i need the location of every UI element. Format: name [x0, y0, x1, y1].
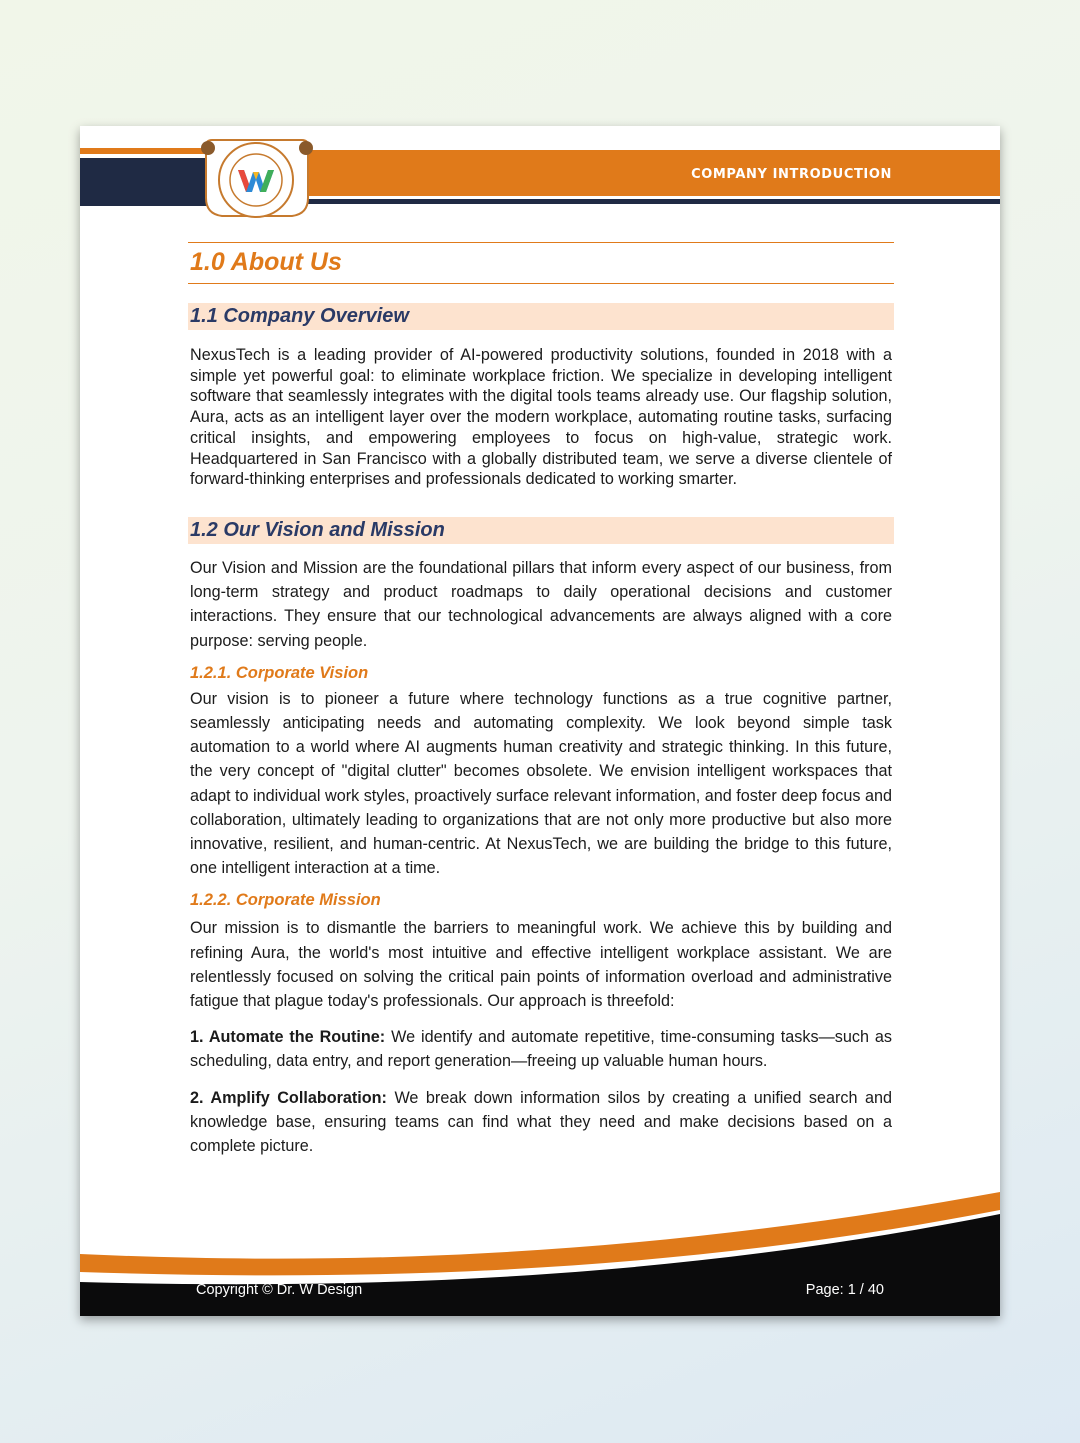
vision-mission-paragraph: Our Vision and Mission are the foundational pillars that inform every aspect of our business, from long-term strategy and product roadmaps to daily operational decisions and customer interactions. They ensure that our technological advancements are always aligned with a core purpose: serving people. [190, 558, 892, 650]
footer-copyright: Copyright © Dr. W Design [196, 1282, 363, 1298]
corporate-vision-paragraph: Our vision is to pioneer a future where technology functions as a true cognitive partner, seamlessly anticipating needs and automating complexity. We look beyond simple task automation to a world where AI augments human creativity and strategic thinking. In this future, the very concept of "digital clutter" becomes obsolete. We envision intelligent workspaces that adapt to individual work styles, proactively surface relevant information, and foster deep focus and collaboration, ultimately leading to organizations that are not only more productive but also more innovative, resilient, and human-centric. At NexusTech, we are building the bridge to this future, one intelligent interaction at a time. [190, 689, 892, 878]
footer-page-number: Page: 1 / 40 [805, 1282, 884, 1298]
company-logo [218, 142, 294, 218]
overview-paragraph: NexusTech is a leading provider of AI-powered productivity solutions, founded in 2018 with a simple yet powerful goal: to eliminate workplace friction. We specialize in developing intelligent software that seamlessly integrates with the digital tools teams already use. Our flagship solution, Aura, acts as an intelligent layer over the modern workplace, automating routine tasks, surfacing critical insights, and empowering employees to focus on high-value, strategic work. Headquartered in San Francisco with a globally distributed team, we serve a diverse clientele of forward-thinking enterprises and professionals dedicated to working smarter. [190, 346, 892, 489]
document-content [188, 242, 894, 1158]
mission-list-item [190, 1086, 892, 1159]
mission-item-label: 2. Amplify Collaboration: [190, 1088, 387, 1107]
mission-item-text: We break down information silos by creating a unified search and knowledge base, ensuring teams can find what they need and make decisions based on a complete picture. [190, 1088, 892, 1155]
document-page [80, 126, 1000, 1316]
section-heading-about: 1.0 About Us [188, 242, 894, 284]
subsection-heading-corporate-vision: 1.2.1. Corporate Vision [190, 663, 369, 682]
w-logo-icon [228, 152, 284, 208]
header-title: COMPANY INTRODUCTION [691, 167, 892, 182]
subsection-heading-corporate-mission: 1.2.2. Corporate Mission [190, 891, 381, 910]
section-heading-vision-mission: 1.2 Our Vision and Mission [188, 517, 894, 544]
mission-list-item [190, 1025, 892, 1073]
corporate-mission-paragraph: Our mission is to dismantle the barriers to meaningful work. We achieve this by building and refining Aura, the world's most intuitive and effective intelligent workplace assistant. We are relentlessly focused on solving the critical pain points of information overload and administrative fatigue that plague today's professionals. Our approach is threefold: [190, 919, 892, 1010]
mission-item-label: 1. Automate the Routine: [190, 1028, 386, 1047]
section-heading-overview: 1.1 Company Overview [188, 303, 894, 330]
mission-item-text: We identify and automate repetitive, time-consuming tasks—such as scheduling, data entry, and report generation—freeing up valuable human hours. [190, 1028, 892, 1071]
